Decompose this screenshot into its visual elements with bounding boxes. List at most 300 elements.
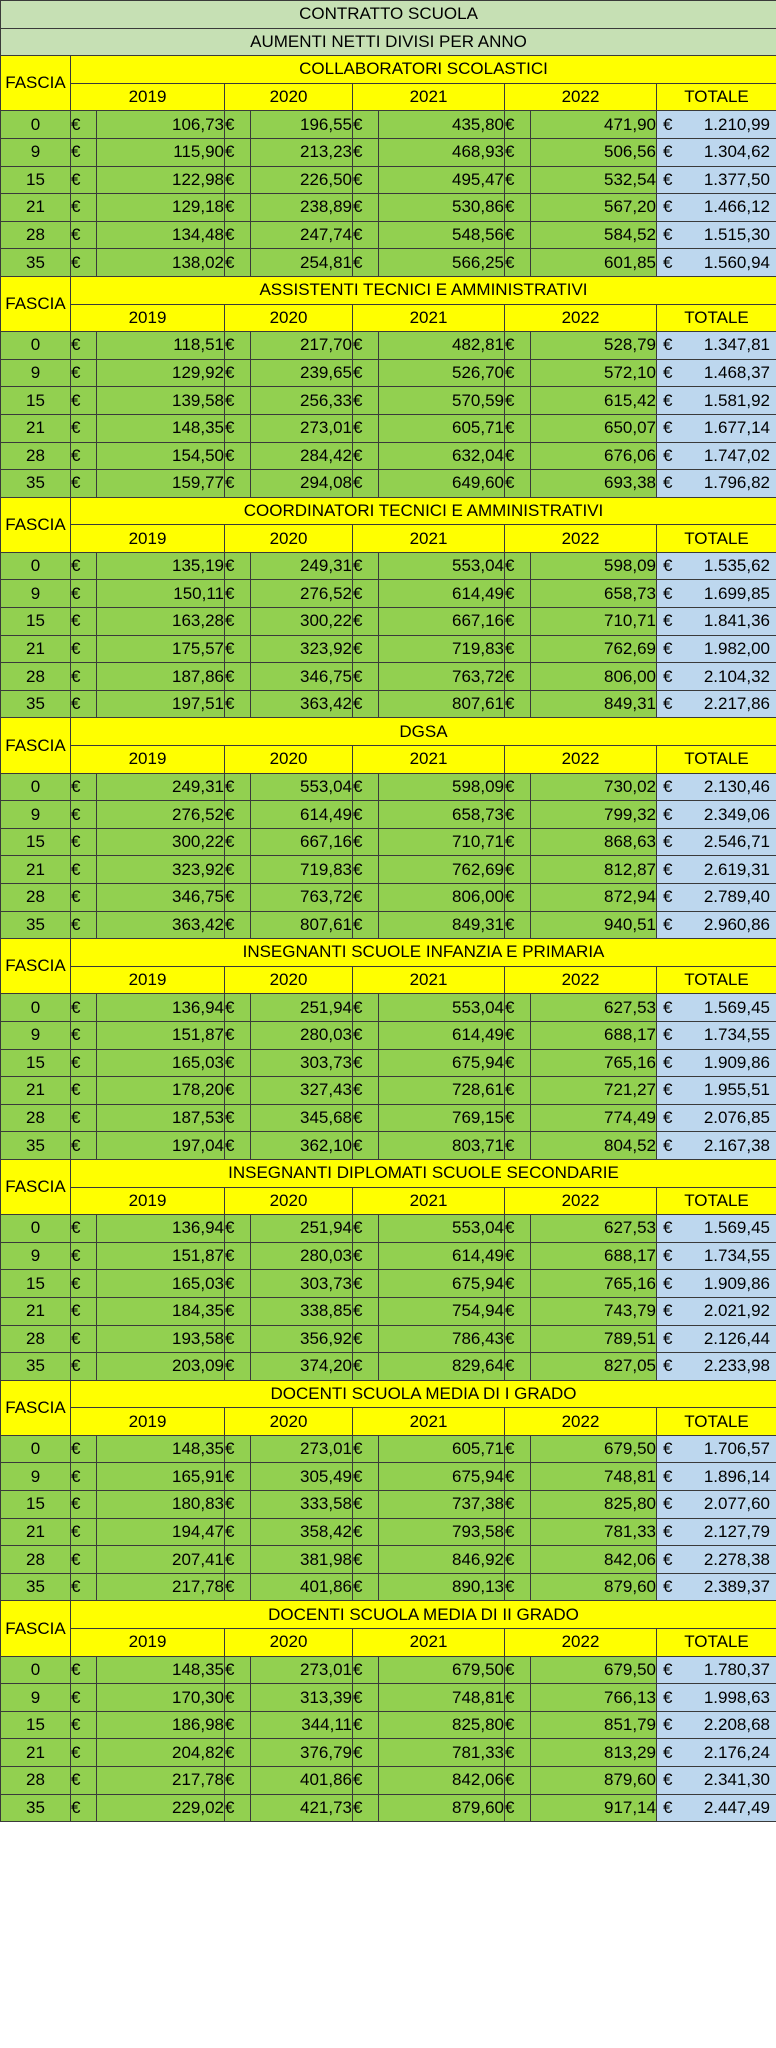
- euro-symbol: €: [71, 387, 97, 415]
- euro-symbol: €: [71, 414, 97, 442]
- euro-symbol: €: [663, 1025, 673, 1045]
- euro-symbol: €: [353, 690, 379, 718]
- amount-2020: 333,58: [251, 1491, 353, 1519]
- amount-2021: 762,69: [379, 856, 505, 884]
- euro-symbol: €: [663, 1273, 673, 1293]
- euro-symbol: €: [353, 249, 379, 277]
- amount-2022: 868,63: [531, 828, 657, 856]
- euro-symbol: €: [353, 111, 379, 139]
- euro-symbol: €: [225, 1215, 251, 1243]
- euro-symbol: €: [663, 804, 673, 824]
- amount-2021: 675,94: [379, 1049, 505, 1077]
- amount-2019: 203,09: [97, 1353, 225, 1381]
- amount-2020: 327,43: [251, 1077, 353, 1105]
- amount-2021: 763,72: [379, 663, 505, 691]
- total-value: 1.998,63: [703, 1687, 770, 1707]
- euro-symbol: €: [505, 332, 531, 360]
- total-cell: [657, 1435, 776, 1463]
- amount-2019: 136,94: [97, 994, 225, 1022]
- euro-symbol: €: [663, 887, 673, 907]
- euro-symbol: €: [505, 1546, 531, 1574]
- year-header: 2019: [71, 1187, 225, 1215]
- euro-symbol: €: [225, 1491, 251, 1519]
- total-value: 1.581,92: [703, 390, 770, 410]
- euro-symbol: €: [505, 1242, 531, 1270]
- euro-symbol: €: [353, 1104, 379, 1132]
- fascia-value: 21: [1, 1077, 71, 1105]
- euro-symbol: €: [505, 635, 531, 663]
- euro-symbol: €: [71, 1077, 97, 1105]
- total-cell: [657, 1021, 776, 1049]
- euro-symbol: €: [505, 1297, 531, 1325]
- total-cell: [657, 1518, 776, 1546]
- column-header-row: [1, 746, 776, 774]
- year-header: 2019: [71, 966, 225, 994]
- total-cell: [657, 1104, 776, 1132]
- total-value: 2.349,06: [703, 804, 770, 824]
- amount-2019: 184,35: [97, 1297, 225, 1325]
- table-row: [1, 1104, 776, 1132]
- amount-2022: 812,87: [531, 856, 657, 884]
- table-row: [1, 1739, 776, 1767]
- total-cell: [657, 1297, 776, 1325]
- euro-symbol: €: [71, 1573, 97, 1601]
- fascia-value: 21: [1, 856, 71, 884]
- total-cell: [657, 1132, 776, 1160]
- total-value: 2.546,71: [703, 832, 770, 852]
- euro-symbol: €: [225, 387, 251, 415]
- amount-2022: 650,07: [531, 414, 657, 442]
- euro-symbol: €: [353, 773, 379, 801]
- amount-2019: 186,98: [97, 1711, 225, 1739]
- euro-symbol: €: [71, 884, 97, 912]
- amount-2021: 793,58: [379, 1518, 505, 1546]
- euro-symbol: €: [505, 911, 531, 939]
- euro-symbol: €: [353, 1711, 379, 1739]
- amount-2020: 256,33: [251, 387, 353, 415]
- euro-symbol: €: [663, 1135, 673, 1155]
- total-header: TOTALE: [657, 1187, 776, 1215]
- total-cell: [657, 1491, 776, 1519]
- euro-symbol: €: [71, 1132, 97, 1160]
- euro-symbol: €: [225, 414, 251, 442]
- table-row: [1, 1546, 776, 1574]
- amount-2022: 799,32: [531, 801, 657, 829]
- euro-symbol: €: [353, 856, 379, 884]
- fascia-value: 21: [1, 635, 71, 663]
- euro-symbol: €: [71, 1518, 97, 1546]
- amount-2020: 251,94: [251, 1215, 353, 1243]
- total-cell: [657, 111, 776, 139]
- euro-symbol: €: [505, 690, 531, 718]
- total-cell: [657, 663, 776, 691]
- table-row: [1, 1435, 776, 1463]
- amount-2022: 879,60: [531, 1767, 657, 1795]
- fascia-value: 35: [1, 1353, 71, 1381]
- euro-symbol: €: [225, 249, 251, 277]
- total-value: 2.104,32: [703, 666, 770, 686]
- fascia-value: 28: [1, 221, 71, 249]
- section-title: INSEGNANTI SCUOLE INFANZIA E PRIMARIA: [71, 939, 776, 967]
- total-cell: [657, 828, 776, 856]
- section-header-row: [1, 497, 776, 525]
- euro-symbol: €: [353, 1739, 379, 1767]
- total-value: 2.447,49: [703, 1797, 770, 1817]
- euro-symbol: €: [663, 694, 673, 714]
- amount-2020: 356,92: [251, 1325, 353, 1353]
- fascia-value: 9: [1, 1242, 71, 1270]
- total-cell: [657, 470, 776, 498]
- euro-symbol: €: [663, 252, 673, 272]
- amount-2021: 825,80: [379, 1711, 505, 1739]
- total-header: TOTALE: [657, 746, 776, 774]
- amount-2020: 421,73: [251, 1794, 353, 1822]
- fascia-value: 35: [1, 249, 71, 277]
- section-header-row: [1, 1159, 776, 1187]
- euro-symbol: €: [353, 663, 379, 691]
- table-row: [1, 1325, 776, 1353]
- euro-symbol: €: [71, 801, 97, 829]
- total-cell: [657, 387, 776, 415]
- euro-symbol: €: [225, 1270, 251, 1298]
- amount-2022: 688,17: [531, 1021, 657, 1049]
- euro-symbol: €: [71, 359, 97, 387]
- euro-symbol: €: [663, 1494, 673, 1514]
- total-value: 1.706,57: [703, 1439, 770, 1459]
- amount-2022: 827,05: [531, 1353, 657, 1381]
- total-cell: [657, 166, 776, 194]
- total-cell: [657, 1049, 776, 1077]
- euro-symbol: €: [225, 442, 251, 470]
- euro-symbol: €: [505, 442, 531, 470]
- table-row: [1, 828, 776, 856]
- subtitle-row: [1, 28, 776, 56]
- euro-symbol: €: [71, 442, 97, 470]
- amount-2019: 165,03: [97, 1270, 225, 1298]
- amount-2022: 762,69: [531, 635, 657, 663]
- total-cell: [657, 1656, 776, 1684]
- amount-2019: 129,92: [97, 359, 225, 387]
- euro-symbol: €: [353, 1767, 379, 1795]
- table-row: [1, 1491, 776, 1519]
- amount-2019: 148,35: [97, 1656, 225, 1684]
- amount-2020: 401,86: [251, 1573, 353, 1601]
- fascia-value: 21: [1, 194, 71, 222]
- euro-symbol: €: [225, 332, 251, 360]
- amount-2019: 151,87: [97, 1021, 225, 1049]
- amount-2022: 917,14: [531, 1794, 657, 1822]
- total-cell: [657, 911, 776, 939]
- fascia-value: 15: [1, 387, 71, 415]
- euro-symbol: €: [663, 1108, 673, 1128]
- amount-2019: 300,22: [97, 828, 225, 856]
- amount-2019: 207,41: [97, 1546, 225, 1574]
- total-value: 1.734,55: [703, 1246, 770, 1266]
- amount-2021: 605,71: [379, 414, 505, 442]
- euro-symbol: €: [353, 608, 379, 636]
- total-cell: [657, 1711, 776, 1739]
- amount-2019: 175,57: [97, 635, 225, 663]
- year-header: 2021: [353, 1408, 505, 1436]
- euro-symbol: €: [663, 335, 673, 355]
- euro-symbol: €: [225, 1435, 251, 1463]
- euro-symbol: €: [225, 1739, 251, 1767]
- table-row: [1, 1077, 776, 1105]
- fascia-value: 35: [1, 1132, 71, 1160]
- table-row: [1, 1215, 776, 1243]
- amount-2019: 148,35: [97, 414, 225, 442]
- euro-symbol: €: [663, 666, 673, 686]
- euro-symbol: €: [353, 580, 379, 608]
- euro-symbol: €: [71, 580, 97, 608]
- euro-symbol: €: [225, 994, 251, 1022]
- euro-symbol: €: [663, 832, 673, 852]
- amount-2019: 115,90: [97, 138, 225, 166]
- euro-symbol: €: [505, 1021, 531, 1049]
- total-value: 2.208,68: [703, 1715, 770, 1735]
- euro-symbol: €: [663, 1246, 673, 1266]
- total-value: 2.619,31: [703, 859, 770, 879]
- amount-2019: 122,98: [97, 166, 225, 194]
- amount-2022: 721,27: [531, 1077, 657, 1105]
- amount-2022: 765,16: [531, 1270, 657, 1298]
- total-header: TOTALE: [657, 1629, 776, 1657]
- amount-2022: 842,06: [531, 1546, 657, 1574]
- fascia-value: 15: [1, 1270, 71, 1298]
- amount-2019: 204,82: [97, 1739, 225, 1767]
- amount-2020: 249,31: [251, 552, 353, 580]
- amount-2019: 346,75: [97, 884, 225, 912]
- fascia-value: 35: [1, 1794, 71, 1822]
- total-cell: [657, 635, 776, 663]
- euro-symbol: €: [505, 138, 531, 166]
- euro-symbol: €: [71, 249, 97, 277]
- amount-2020: 300,22: [251, 608, 353, 636]
- euro-symbol: €: [505, 552, 531, 580]
- euro-symbol: €: [353, 1242, 379, 1270]
- euro-symbol: €: [71, 1656, 97, 1684]
- total-value: 1.466,12: [703, 197, 770, 217]
- euro-symbol: €: [505, 1794, 531, 1822]
- section-title: DOCENTI SCUOLA MEDIA DI I GRADO: [71, 1380, 776, 1408]
- amount-2022: 851,79: [531, 1711, 657, 1739]
- euro-symbol: €: [505, 387, 531, 415]
- total-value: 2.278,38: [703, 1549, 770, 1569]
- table-body: [1, 1, 776, 1822]
- total-cell: [657, 608, 776, 636]
- table-row: [1, 414, 776, 442]
- total-cell: [657, 856, 776, 884]
- amount-2019: 165,03: [97, 1049, 225, 1077]
- year-header: 2021: [353, 1187, 505, 1215]
- euro-symbol: €: [353, 1270, 379, 1298]
- fascia-value: 15: [1, 1491, 71, 1519]
- euro-symbol: €: [71, 1215, 97, 1243]
- euro-symbol: €: [663, 390, 673, 410]
- amount-2019: 129,18: [97, 194, 225, 222]
- amount-2021: 598,09: [379, 773, 505, 801]
- euro-symbol: €: [353, 1546, 379, 1574]
- amount-2020: 376,79: [251, 1739, 353, 1767]
- year-header: 2022: [505, 966, 657, 994]
- euro-symbol: €: [71, 470, 97, 498]
- total-cell: [657, 1794, 776, 1822]
- fascia-header: FASCIA: [1, 1380, 71, 1435]
- total-value: 1.841,36: [703, 611, 770, 631]
- total-value: 2.960,86: [703, 914, 770, 934]
- year-header: 2020: [225, 1629, 353, 1657]
- amount-2020: 273,01: [251, 1435, 353, 1463]
- amount-2020: 213,23: [251, 138, 353, 166]
- year-header: 2021: [353, 1629, 505, 1657]
- section-title: DOCENTI SCUOLA MEDIA DI II GRADO: [71, 1601, 776, 1629]
- euro-symbol: €: [505, 1077, 531, 1105]
- fascia-value: 9: [1, 359, 71, 387]
- amount-2020: 226,50: [251, 166, 353, 194]
- amount-2022: 679,50: [531, 1656, 657, 1684]
- table-row: [1, 111, 776, 139]
- amount-2020: 381,98: [251, 1546, 353, 1574]
- euro-symbol: €: [663, 638, 673, 658]
- column-header-row: [1, 1629, 776, 1657]
- amount-2022: 825,80: [531, 1491, 657, 1519]
- year-header: 2019: [71, 746, 225, 774]
- euro-symbol: €: [353, 166, 379, 194]
- amount-2022: 598,09: [531, 552, 657, 580]
- table-row: [1, 580, 776, 608]
- euro-symbol: €: [225, 608, 251, 636]
- amount-2022: 532,54: [531, 166, 657, 194]
- amount-2019: 136,94: [97, 1215, 225, 1243]
- total-cell: [657, 332, 776, 360]
- amount-2019: 150,11: [97, 580, 225, 608]
- euro-symbol: €: [353, 552, 379, 580]
- year-header: 2019: [71, 525, 225, 553]
- amount-2020: 273,01: [251, 414, 353, 442]
- amount-2022: 849,31: [531, 690, 657, 718]
- total-cell: [657, 1215, 776, 1243]
- section-header-row: [1, 56, 776, 84]
- total-value: 1.677,14: [703, 418, 770, 438]
- year-header: 2021: [353, 746, 505, 774]
- euro-symbol: €: [663, 1797, 673, 1817]
- amount-2022: 813,29: [531, 1739, 657, 1767]
- total-value: 1.347,81: [703, 335, 770, 355]
- total-value: 2.789,40: [703, 887, 770, 907]
- column-header-row: [1, 83, 776, 111]
- total-cell: [657, 1463, 776, 1491]
- euro-symbol: €: [505, 580, 531, 608]
- fascia-value: 28: [1, 1546, 71, 1574]
- euro-symbol: €: [71, 1463, 97, 1491]
- section-header-row: [1, 276, 776, 304]
- euro-symbol: €: [225, 663, 251, 691]
- total-cell: [657, 1546, 776, 1574]
- amount-2021: 495,47: [379, 166, 505, 194]
- euro-symbol: €: [505, 1270, 531, 1298]
- amount-2022: 676,06: [531, 442, 657, 470]
- euro-symbol: €: [71, 608, 97, 636]
- amount-2020: 763,72: [251, 884, 353, 912]
- euro-symbol: €: [353, 194, 379, 222]
- amount-2020: 362,10: [251, 1132, 353, 1160]
- amount-2020: 238,89: [251, 194, 353, 222]
- euro-symbol: €: [505, 194, 531, 222]
- year-header: 2022: [505, 1187, 657, 1215]
- euro-symbol: €: [71, 332, 97, 360]
- total-cell: [657, 1242, 776, 1270]
- euro-symbol: €: [225, 1684, 251, 1712]
- amount-2021: 530,86: [379, 194, 505, 222]
- section-title: ASSISTENTI TECNICI E AMMINISTRATIVI: [71, 276, 776, 304]
- year-header: 2021: [353, 304, 505, 332]
- euro-symbol: €: [353, 221, 379, 249]
- amount-2021: 781,33: [379, 1739, 505, 1767]
- amount-2021: 842,06: [379, 1767, 505, 1795]
- amount-2021: 728,61: [379, 1077, 505, 1105]
- amount-2019: 187,86: [97, 663, 225, 691]
- section-title: COLLABORATORI SCOLASTICI: [71, 56, 776, 84]
- amount-2019: 135,19: [97, 552, 225, 580]
- fascia-value: 35: [1, 911, 71, 939]
- euro-symbol: €: [225, 911, 251, 939]
- euro-symbol: €: [505, 1518, 531, 1546]
- euro-symbol: €: [663, 1052, 673, 1072]
- euro-symbol: €: [505, 1132, 531, 1160]
- fascia-value: 15: [1, 1049, 71, 1077]
- fascia-value: 21: [1, 1739, 71, 1767]
- euro-symbol: €: [71, 663, 97, 691]
- fascia-header: FASCIA: [1, 718, 71, 773]
- amount-2019: 363,42: [97, 911, 225, 939]
- table-row: [1, 552, 776, 580]
- amount-2022: 710,71: [531, 608, 657, 636]
- euro-symbol: €: [71, 1297, 97, 1325]
- amount-2020: 374,20: [251, 1353, 353, 1381]
- euro-symbol: €: [71, 138, 97, 166]
- total-cell: [657, 1353, 776, 1381]
- euro-symbol: €: [505, 773, 531, 801]
- euro-symbol: €: [663, 197, 673, 217]
- table-row: [1, 387, 776, 415]
- table-row: [1, 635, 776, 663]
- fascia-value: 28: [1, 1325, 71, 1353]
- euro-symbol: €: [353, 1656, 379, 1684]
- amount-2022: 730,02: [531, 773, 657, 801]
- euro-symbol: €: [225, 1077, 251, 1105]
- amount-2022: 748,81: [531, 1463, 657, 1491]
- amount-2021: 553,04: [379, 1215, 505, 1243]
- euro-symbol: €: [505, 1353, 531, 1381]
- euro-symbol: €: [505, 828, 531, 856]
- table-row: [1, 994, 776, 1022]
- total-cell: [657, 1573, 776, 1601]
- euro-symbol: €: [663, 1549, 673, 1569]
- year-header: 2021: [353, 83, 505, 111]
- amount-2022: 658,73: [531, 580, 657, 608]
- euro-symbol: €: [71, 1049, 97, 1077]
- euro-symbol: €: [225, 552, 251, 580]
- euro-symbol: €: [225, 359, 251, 387]
- amount-2019: 134,48: [97, 221, 225, 249]
- year-header: 2020: [225, 525, 353, 553]
- total-value: 1.560,94: [703, 252, 770, 272]
- euro-symbol: €: [663, 1080, 673, 1100]
- euro-symbol: €: [505, 249, 531, 277]
- amount-2022: 940,51: [531, 911, 657, 939]
- amount-2020: 280,03: [251, 1021, 353, 1049]
- total-cell: [657, 773, 776, 801]
